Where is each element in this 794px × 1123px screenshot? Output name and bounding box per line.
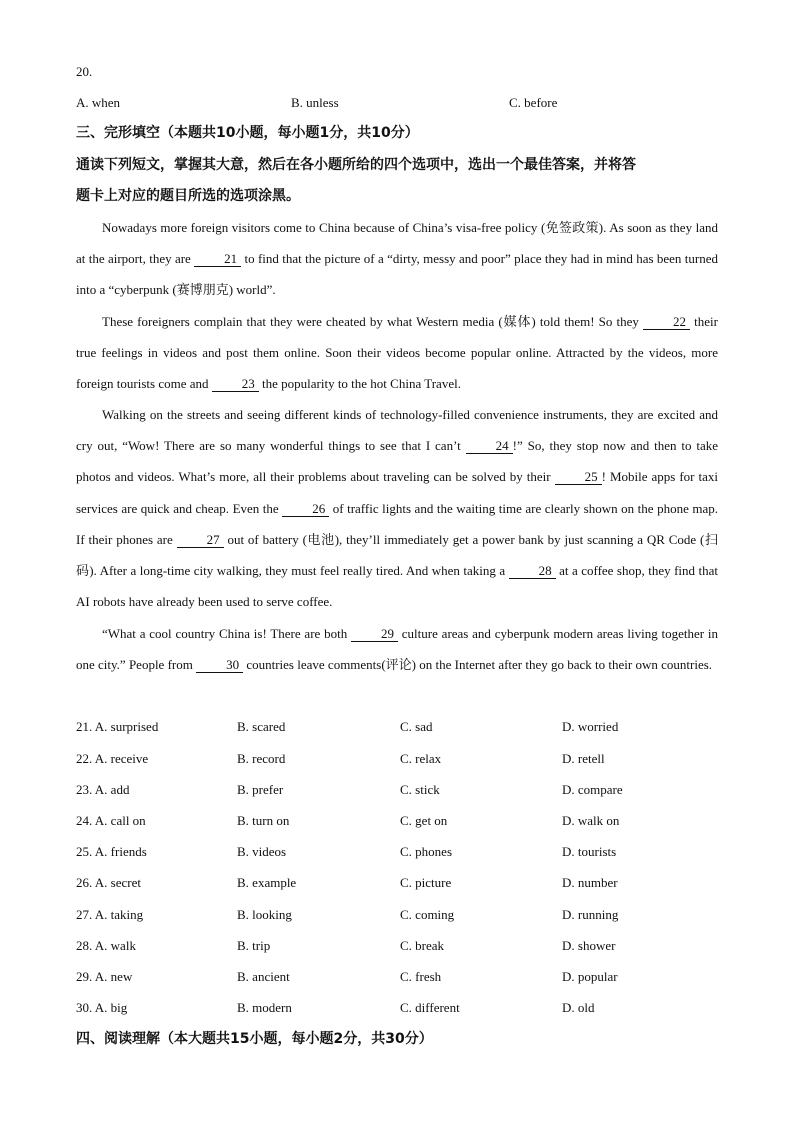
passage-text: the popularity to the hot China Travel. (258, 376, 461, 392)
passage-text: out of battery (电池), they’ll immediately get a power bank by just scanning a QR Code (扫码). After a long-time city walking, they must feel really tired. And when taking a (76, 531, 718, 579)
blank-22: 22 (643, 315, 690, 330)
passage-text: These foreigners complain that they were cheated by what Western media (媒体) told them! So they (102, 314, 644, 329)
passage-text: ! Mobile apps for taxi services are quick and cheap. Even the (76, 469, 718, 516)
section-3-title: 三、完形填空（本题共10小题，每小题1分，共10分） (76, 125, 419, 141)
options-row-30 (76, 1000, 718, 1016)
option-23-b: B. prefer (237, 782, 284, 797)
option-28-c: C. break (400, 938, 445, 953)
passage-paragraph-4 (76, 618, 718, 680)
passage-text: countries leave comments(评论) on the Internet after they go back to their own countries. (243, 657, 713, 673)
passage-paragraph-1 (76, 212, 718, 306)
passage-text: to find that the picture of a “dirty, messy and poor” place they had in mind has been turned into a “cyberpunk (赛博朋克) world”. (76, 251, 718, 298)
option-29-a: 29. A. new (76, 969, 133, 984)
option-30-a: 30. A. big (76, 1000, 128, 1015)
options-row-23 (76, 782, 718, 798)
option-24-d: D. walk on (562, 813, 620, 828)
options-row-27 (76, 907, 718, 923)
option-21-d: D. worried (562, 719, 619, 734)
blank-30: 30 (196, 658, 243, 673)
option-24-a: 24. A. call on (76, 813, 146, 828)
option-26-c: C. picture (400, 875, 452, 890)
option-30-d: D. old (562, 1000, 595, 1015)
section-4-title: 四、阅读理解（本大题共15小题，每小题2分，共30分） (76, 1031, 433, 1047)
option-28-b: B. trip (237, 938, 271, 953)
passage-text: their true feelings in videos and post them online. Soon their videos become popular online. Attracted by the videos, more foreign tourists come and (76, 314, 718, 392)
blank-27: 27 (177, 533, 224, 548)
option-24-b: B. turn on (237, 813, 290, 828)
option-28-d: D. shower (562, 938, 616, 953)
option-26-b: B. example (237, 875, 297, 890)
option-21-b: B. scared (237, 719, 286, 734)
option-23-d: D. compare (562, 782, 623, 797)
question-20-option-c: C. before (509, 95, 558, 110)
passage-text: at a coffee shop, they find that AI robots have already been used to serve coffee. (76, 563, 718, 610)
options-row-29 (76, 969, 718, 985)
option-27-c: C. coming (400, 907, 455, 922)
option-26-d: D. number (562, 875, 618, 890)
passage-paragraph-2 (76, 306, 718, 400)
passage-text: !” So, they stop now and then to take photos and videos. What’s more, all their problems about traveling can be solved by their (76, 438, 719, 485)
option-25-a: 25. A. friends (76, 844, 147, 859)
option-24-c: C. get on (400, 813, 448, 828)
option-23-a: 23. A. add (76, 782, 130, 797)
option-29-d: D. popular (562, 969, 618, 984)
passage-paragraph-3 (76, 399, 718, 617)
option-23-c: C. stick (400, 782, 440, 797)
option-22-d: D. retell (562, 751, 605, 766)
option-29-b: B. ancient (237, 969, 290, 984)
passage-text: of traffic lights and the waiting time are clearly shown on the phone map. If their phones are (76, 500, 718, 547)
blank-29: 29 (351, 627, 398, 642)
passage-text: culture areas and cyberpunk modern areas living together in one city.” People from (76, 626, 718, 673)
option-21-c: C. sad (400, 719, 433, 734)
section-3-instruction-line-2: 题卡上对应的题目所选的选项涂黑。 (76, 188, 300, 204)
options-row-24 (76, 813, 718, 829)
blank-28: 28 (509, 564, 556, 579)
option-30-b: B. modern (237, 1000, 292, 1015)
blank-25: 25 (555, 470, 602, 485)
option-27-d: D. running (562, 907, 619, 922)
option-21-a: 21. A. surprised (76, 719, 159, 734)
option-30-c: C. different (400, 1000, 460, 1015)
question-20-options (76, 95, 718, 111)
question-20-option-a: A. when (76, 95, 121, 110)
option-22-a: 22. A. receive (76, 751, 149, 766)
blank-23: 23 (212, 377, 259, 392)
question-20-option-b: B. unless (291, 95, 339, 110)
section-3-instruction-line-1: 通读下列短文，掌握其大意，然后在各小题所给的四个选项中，选出一个最佳答案，并将答 (76, 157, 636, 173)
blank-24: 24 (466, 439, 513, 454)
option-27-a: 27. A. taking (76, 907, 144, 922)
option-25-b: B. videos (237, 844, 287, 859)
options-row-26 (76, 875, 718, 891)
passage-text: “What a cool country China is! There are both (102, 626, 351, 641)
option-29-c: C. fresh (400, 969, 442, 984)
options-row-21 (76, 719, 718, 735)
blank-21: 21 (194, 252, 241, 267)
passage-text: Walking on the streets and seeing different kinds of technology-filled convenience instruments, they are excited and cry out, “Wow! There are so many wonderful things to see that I can’t (76, 407, 718, 454)
options-row-25 (76, 844, 718, 860)
option-25-c: C. phones (400, 844, 452, 859)
options-row-22 (76, 751, 718, 767)
option-22-c: C. relax (400, 751, 442, 766)
option-22-b: B. record (237, 751, 286, 766)
passage-text: Nowadays more foreign visitors come to China because of China’s visa-free policy (免签政策). As soon as they land at the airport, they are (76, 220, 718, 267)
option-27-b: B. looking (237, 907, 292, 922)
options-row-28 (76, 938, 718, 954)
option-25-d: D. tourists (562, 844, 617, 859)
option-28-a: 28. A. walk (76, 938, 136, 953)
question-20-number: 20. (76, 64, 93, 79)
blank-26: 26 (282, 502, 329, 517)
option-26-a: 26. A. secret (76, 875, 141, 890)
